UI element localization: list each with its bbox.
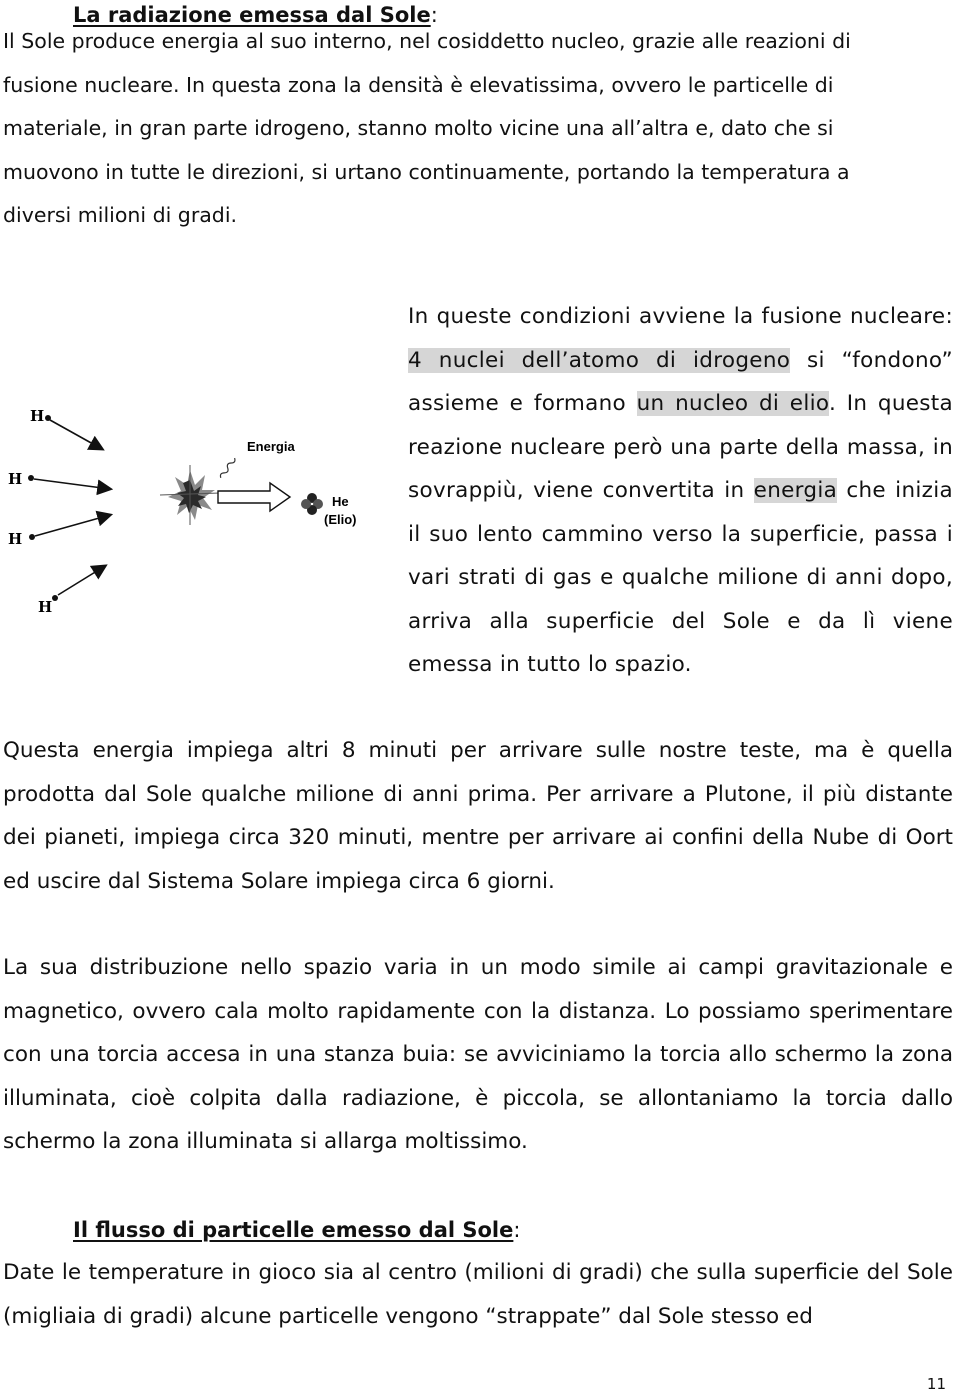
explosion-icon bbox=[160, 465, 220, 525]
intro-line: diversi milioni di gradi. bbox=[3, 203, 238, 227]
intro-line: Il Sole produce energia al suo interno, nel cosiddetto nucleo, grazie alle reazioni di bbox=[3, 29, 851, 53]
side-text: che inizia il suo lento cammino verso la superficie, passa i vari strati di gas e qualche milione di anni dopo, arriva alla superficie del Sole e da lì viene emessa in tutto lo spazio. bbox=[408, 478, 953, 677]
fusion-description bbox=[408, 295, 953, 687]
paragraph-distribuzione: La sua distribuzione nello spazio varia in un modo simile ai campi gravitazionale e magnetico, ovvero cala molto rapidamente con la distanza. Lo possiamo sperimentare con una torcia accesa in una stanza buia: se avviciniamo la torcia allo schermo la zona illuminata, cioè colpita dalla radiazione, è piccola, se allontaniamo la torcia dallo schermo la zona illuminata si allarga moltissimo. bbox=[3, 955, 953, 1154]
highlight-elio: un nucleo di elio bbox=[636, 391, 829, 416]
section-title-flusso bbox=[73, 1215, 520, 1245]
paragraph-energia: Questa energia impiega altri 8 minuti per arrivare sulle nostre teste, ma è quella prodotta dal Sole qualche milione di anni prima. Per arrivare a Plutone, il più distante dei pianeti, impiega circa 320 minuti, mentre per arrivare ai confini della Nube di Oort ed uscire dal Sistema Solare impiega circa 6 giorni. bbox=[3, 738, 953, 894]
h-label: H bbox=[8, 470, 23, 488]
section-title-text: La radiazione emessa dal Sole bbox=[73, 3, 431, 27]
intro-line: materiale, in gran parte idrogeno, stanno molto vicine una all’altra e, dato che si bbox=[3, 116, 834, 140]
intro-line: muovono in tutte le direzioni, si urtano continuamente, portando la temperatura a bbox=[3, 159, 850, 184]
highlight-idrogeno: 4 nuclei dell’atomo di idrogeno bbox=[408, 347, 791, 373]
elio-label: (Elio) bbox=[324, 512, 357, 527]
page-number: 11 bbox=[926, 1375, 946, 1393]
title-colon: : bbox=[430, 3, 438, 27]
outline-arrow-icon bbox=[218, 483, 290, 511]
side-text: si “fondono” assieme e formano bbox=[408, 347, 953, 416]
energy-wave-icon bbox=[219, 457, 236, 479]
h-label: H bbox=[30, 407, 45, 425]
energia-label: Energia bbox=[247, 439, 295, 454]
intro-line: fusione nucleare. In questa zona la densità è elevatissima, ovvero le particelle di bbox=[3, 72, 834, 97]
helium-nucleus-icon bbox=[301, 493, 323, 515]
paragraph-flusso: Date le temperature in gioco sia al centro (milioni di gradi) che sulla superficie del Sole (migliaia di gradi) alcune particelle vengono “strappate” dal Sole stesso ed bbox=[3, 1260, 953, 1329]
fusion-diagram bbox=[0, 385, 400, 635]
side-text: In queste condizioni avviene la fusione nucleare bbox=[408, 304, 946, 329]
intro-paragraph bbox=[3, 20, 953, 238]
hydrogen-arrows bbox=[28, 415, 110, 601]
he-label: He bbox=[332, 494, 349, 509]
side-text: : bbox=[945, 304, 953, 329]
h-label: H bbox=[38, 598, 53, 616]
highlight-energia: energia bbox=[753, 478, 838, 503]
section-title-text: Il flusso di particelle emesso dal Sole bbox=[73, 1218, 514, 1242]
h-label: H bbox=[8, 530, 23, 548]
title-colon: : bbox=[513, 1218, 521, 1242]
side-text: . In questa reazione nucleare però una parte della massa, in sovrappiù, viene convertita in bbox=[408, 391, 954, 503]
